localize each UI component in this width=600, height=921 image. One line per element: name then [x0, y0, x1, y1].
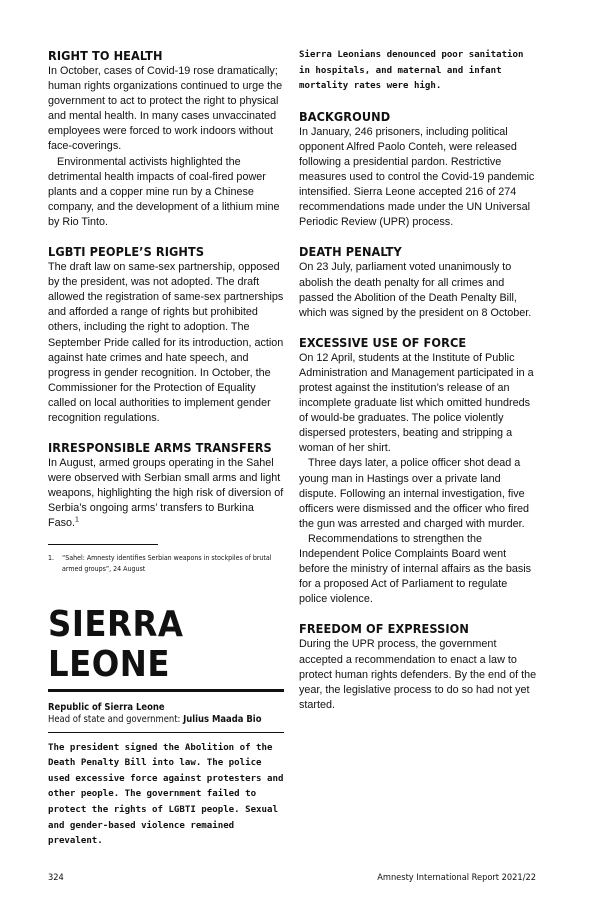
section-heading: RIGHT TO HEALTH — [48, 48, 163, 63]
footnote-number: 1. — [48, 553, 55, 562]
section-heading: IRRESPONSIBLE ARMS TRANSFERS — [48, 440, 272, 456]
intro-block — [299, 48, 537, 95]
section-heading: EXCESSIVE USE OF FORCE — [299, 334, 467, 350]
section-death-penalty — [299, 244, 537, 320]
report-title: Amnesty International Report 2021/22 — [377, 872, 536, 883]
footnote-divider — [48, 544, 158, 545]
official-name: Republic of Sierra Leone — [48, 701, 165, 713]
country-summary: The president signed the Abolition of the Death Penalty Bill into law. The police used excessive force against protesters and other people. The government failed to protect the rights of LGBTI people. Sexual and gender-based violence remained prevalent. — [48, 742, 284, 847]
summary-divider — [48, 732, 284, 733]
paragraph: Three days later, a police officer shot dead a young man in Hastings over a private land dispute. Following an internal investigation, five officers were dismissed and the officer who fired the gun was arrested and charged with murder. — [299, 457, 530, 530]
head-of-state — [48, 714, 284, 726]
section-lgbti-rights — [48, 244, 284, 426]
paragraph: On 12 April, students at the Institute of Public Administration and Management participated in a protest against the institution’s release of an incomplete graduate list which omitted hundreds of would-be graduates. The police violently dispersed protesters, beating and stripping a woman of her shirt. — [299, 351, 534, 455]
head-of-state-label: Head of state and government: — [48, 713, 184, 725]
section-heading: FREEDOM OF EXPRESSION — [299, 621, 469, 637]
paragraph: Recommendations to strengthen the Independent Police Complaints Board went before the ministry of internal affairs as the basis for a proposed Act of Parliament to regulate police violence. — [299, 532, 532, 606]
paragraph: During the UPR process, the government accepted a recommendation to enact a law to protect human rights defenders. By the end of the year, the legislative process to do so had not yet started. — [299, 638, 537, 711]
footnote — [48, 553, 284, 575]
section-background — [299, 109, 537, 231]
paragraph-text: In August, armed groups operating in the Sahel were observed with Serbian small arms and light weapons, highlighting the high risk of diversion of Serbia’s ongoing arms’ transfers to Burkina Faso. — [48, 457, 284, 530]
section-heading: LGBTI PEOPLE’S RIGHTS — [48, 244, 205, 260]
paragraph: Environmental activists highlighted the detrimental health impacts of coal-fired power plants and a copper mine run by a Chinese company, and the development of a lithium mine by Rio Tinto. — [48, 155, 280, 228]
paragraph: On 23 July, parliament voted unanimously to abolish the death penalty for all crimes and passed the Abolition of the Death Penalty Bill, which was signed by the president on 8 October. — [299, 261, 532, 319]
section-right-to-health — [48, 48, 284, 230]
section-excessive-force — [299, 335, 537, 608]
section-heading: BACKGROUND — [299, 108, 391, 124]
left-column — [48, 48, 284, 850]
country-title: SIERRA LEONE — [48, 603, 184, 685]
section-arms-transfers — [48, 440, 284, 531]
paragraph: The draft law on same-sex partnership, opposed by the president, was not adopted. The draft allowed the registration of same-sex partnerships and afforded a range of rights but prohibited others, including the right to adoption. The September Pride called for its introduction, action against hate crimes and hate speech, and progress in gender recognition. In October, the Commissioner for the Protection of Equality called on local authorities to implement gender recognition regulations. — [48, 261, 284, 424]
page-number: 324 — [48, 872, 64, 883]
footnote-text: “Sahel: Amnesty identifies Serbian weapons in stockpiles of brutal armed groups”, 24 August — [62, 553, 272, 573]
section-heading: DEATH PENALTY — [299, 244, 402, 260]
right-column — [299, 48, 537, 727]
paragraph: In January, 246 prisoners, including political opponent Alfred Paolo Conteh, were released following a presidential pardon. Restrictive measures used to control the Covid-19 pandemic intensified. Sierra Leone accepted 216 of 274 recommendations made under the UN Universal Periodic Review (UPR) process. — [299, 125, 535, 229]
head-of-state-name: Julius Maada Bio — [183, 713, 262, 725]
section-freedom-of-expression — [299, 621, 537, 712]
intro-text: Sierra Leonians denounced poor sanitation in hospitals, and maternal and infant mortality rates were high. — [299, 50, 524, 92]
paragraph: In October, cases of Covid-19 rose dramatically; human rights organizations continued to urge the government to act to protect the right to physical and mental health. In many cases unvaccinated employees were forced to work indoors without face-coverings. — [48, 65, 283, 153]
footnote-ref[interactable]: 1 — [75, 516, 79, 524]
paragraph — [48, 456, 284, 531]
country-divider — [48, 689, 284, 692]
